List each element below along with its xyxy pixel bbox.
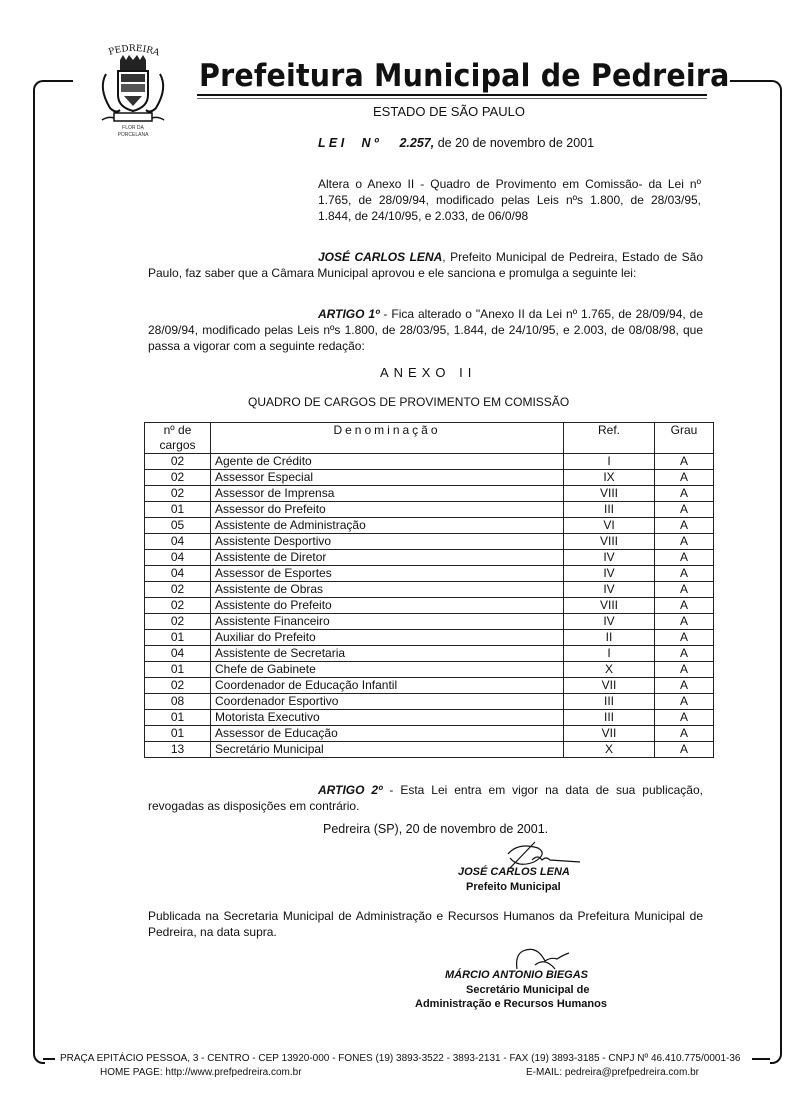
cell-ref: VI (564, 518, 655, 534)
annex-subtitle: QUADRO DE CARGOS DE PROVIMENTO EM COMISSÃO (248, 395, 570, 409)
preamble-paragraph (148, 249, 703, 281)
table-row (145, 550, 714, 566)
cell-name: Chefe de Gabinete (211, 662, 564, 678)
table-row (145, 486, 714, 502)
signer-2-name: MÁRCIO ANTONIO BIEGAS (445, 969, 589, 981)
cell-name: Assistente Financeiro (211, 614, 564, 630)
title-underline-thin (197, 98, 707, 99)
cell-ref: X (564, 662, 655, 678)
annex-title: ANEXO II (380, 365, 477, 380)
cell-quantity: 02 (145, 614, 211, 630)
frame-border-top-left (43, 80, 73, 82)
cell-grade: A (655, 566, 714, 582)
cell-name: Assistente do Prefeito (211, 598, 564, 614)
table-row (145, 678, 714, 694)
cell-grade: A (655, 630, 714, 646)
page-title: Prefeitura Municipal de Pedreira (199, 58, 730, 94)
frame-border-right (770, 80, 782, 1064)
law-number: 2.257, (399, 136, 435, 150)
frame-border-bottom-right (752, 1058, 770, 1060)
table-row (145, 534, 714, 550)
law-heading (318, 136, 594, 150)
mayor-name: JOSÉ CARLOS LENA (318, 250, 443, 264)
cell-grade: A (655, 470, 714, 486)
title-underline (197, 94, 707, 96)
cell-quantity: 02 (145, 470, 211, 486)
table-row (145, 694, 714, 710)
cell-quantity: 02 (145, 454, 211, 470)
cell-ref: VIII (564, 598, 655, 614)
cell-grade: A (655, 486, 714, 502)
cell-name: Assessor Especial (211, 470, 564, 486)
article-1-paragraph (148, 306, 703, 354)
column-header-quantity: nº de cargos (145, 423, 211, 454)
state-subtitle: ESTADO DE SÃO PAULO (373, 104, 525, 119)
cell-quantity: 05 (145, 518, 211, 534)
coat-of-arms-icon (92, 40, 174, 140)
svg-text:PORCELANA: PORCELANA (117, 132, 149, 138)
table-row (145, 582, 714, 598)
signer-2-role-line1: Secretário Municipal de (466, 984, 590, 996)
cell-quantity: 04 (145, 566, 211, 582)
cell-ref: II (564, 630, 655, 646)
table-row (145, 630, 714, 646)
cell-quantity: 04 (145, 646, 211, 662)
cell-grade: A (655, 454, 714, 470)
cell-name: Assistente de Obras (211, 582, 564, 598)
table-header-row (145, 423, 714, 454)
cell-name: Assessor de Imprensa (211, 486, 564, 502)
cell-grade: A (655, 534, 714, 550)
signer-1-name: JOSÉ CARLOS LENA (458, 866, 570, 878)
cell-grade: A (655, 598, 714, 614)
cell-name: Assistente Desportivo (211, 534, 564, 550)
cell-quantity: 01 (145, 662, 211, 678)
publication-note: Publicada na Secretaria Municipal de Administração e Recursos Humanos da Prefeitura Municipal de Pedreira, na data supra. (148, 909, 703, 939)
footer-homepage[interactable]: HOME PAGE: http://www.prefpedreira.com.br (100, 1067, 302, 1078)
cell-quantity: 02 (145, 486, 211, 502)
cell-quantity: 04 (145, 534, 211, 550)
cell-name: Auxiliar do Prefeito (211, 630, 564, 646)
cell-name: Assistente de Secretaria (211, 646, 564, 662)
place-date: Pedreira (SP), 20 de novembro de 2001. (323, 822, 549, 836)
cell-name: Assistente de Administração (211, 518, 564, 534)
signer-1-role: Prefeito Municipal (466, 881, 561, 893)
cell-ref: IV (564, 582, 655, 598)
cell-name: Assessor de Educação (211, 726, 564, 742)
cell-grade: A (655, 694, 714, 710)
table-row (145, 710, 714, 726)
footer-email[interactable]: E-MAIL: pedreira@prefpedreira.com.br (526, 1067, 699, 1078)
cell-quantity: 01 (145, 630, 211, 646)
cell-grade: A (655, 502, 714, 518)
cell-grade: A (655, 614, 714, 630)
cell-ref: III (564, 694, 655, 710)
cell-quantity: 01 (145, 502, 211, 518)
law-summary: Altera o Anexo II - Quadro de Provimento em Comissão- da Lei nº 1.765, de 28/09/94, modificado pelas Leis nºs 1.800, de 28/03/95, 1.844, de 24/10/95, e 2.033, de 06/0/98 (318, 177, 701, 223)
table-row (145, 566, 714, 582)
cell-name: Assessor do Prefeito (211, 502, 564, 518)
cell-ref: VIII (564, 486, 655, 502)
cell-grade: A (655, 742, 714, 758)
column-header-ref: Ref. (564, 423, 655, 454)
cell-name: Assessor de Esportes (211, 566, 564, 582)
cell-grade: A (655, 518, 714, 534)
cell-ref: I (564, 646, 655, 662)
svg-text:PEDREIRA: PEDREIRA (107, 43, 161, 59)
cell-grade: A (655, 550, 714, 566)
table-row (145, 742, 714, 758)
cell-quantity: 02 (145, 678, 211, 694)
cell-name: Assistente de Diretor (211, 550, 564, 566)
cell-quantity: 13 (145, 742, 211, 758)
cell-name: Agente de Crédito (211, 454, 564, 470)
cell-name: Coordenador de Educação Infantil (211, 678, 564, 694)
signature-secretary-icon (505, 945, 585, 970)
preamble-text: , Prefeito Municipal de Pedreira, Estado de São Paulo, faz saber que a Câmara Municipal aprovou e ele sanciona e promulga a seguinte lei: (148, 250, 703, 280)
table-row (145, 518, 714, 534)
cell-name: Secretário Municipal (211, 742, 564, 758)
article-2-text: - Esta Lei entra em vigor na data de sua publicação, revogadas as disposições em contrário. (148, 783, 703, 813)
table-row (145, 502, 714, 518)
table-row (145, 662, 714, 678)
cell-ref: X (564, 742, 655, 758)
cell-grade: A (655, 582, 714, 598)
cell-quantity: 02 (145, 582, 211, 598)
column-header-name: Denominação (211, 423, 564, 454)
column-header-grade: Grau (655, 423, 714, 454)
table-row (145, 646, 714, 662)
article-1-text: - Fica alterado o "Anexo II da Lei nº 1.765, de 28/09/94, de 28/09/94, modificado pelas Leis nºs 1.800, de 28/03/95, 1.844, de 24/10/95, e 2.003, de 08/08/98, que passa a vigorar com a seguinte redação: (148, 307, 703, 353)
cell-quantity: 01 (145, 726, 211, 742)
cell-ref: VII (564, 726, 655, 742)
signer-2-role-line2: Administração e Recursos Humanos (415, 998, 607, 1010)
table-row (145, 598, 714, 614)
cell-name: Motorista Executivo (211, 710, 564, 726)
cell-ref: IX (564, 470, 655, 486)
cell-ref: IV (564, 550, 655, 566)
article-2-paragraph (148, 782, 703, 814)
cell-quantity: 08 (145, 694, 211, 710)
cell-quantity: 04 (145, 550, 211, 566)
frame-border-top-right (730, 80, 770, 82)
cell-ref: VII (564, 678, 655, 694)
cell-grade: A (655, 678, 714, 694)
positions-table (144, 422, 714, 758)
cell-grade: A (655, 646, 714, 662)
cell-ref: IV (564, 566, 655, 582)
table-row (145, 614, 714, 630)
footer-address: PRAÇA EPITÁCIO PESSOA, 3 - CENTRO - CEP 13920-000 - FONES (19) 3893-3522 - 3893-2131 - FAX (19) 3893-3185 - CNPJ Nº 46.410.775/0001-36 (60, 1053, 741, 1064)
cell-ref: I (564, 454, 655, 470)
cell-grade: A (655, 726, 714, 742)
cell-ref: VIII (564, 534, 655, 550)
cell-ref: III (564, 502, 655, 518)
law-label: L E I (318, 136, 345, 150)
article-2-label: ARTIGO 2º (318, 783, 383, 797)
cell-name: Coordenador Esportivo (211, 694, 564, 710)
svg-text:FLOR DA: FLOR DA (122, 125, 144, 131)
law-number-label: N º (361, 136, 379, 150)
law-date: de 20 de novembro de 2001 (434, 136, 595, 150)
article-1-label: ARTIGO 1º (318, 307, 380, 321)
frame-border-bottom-left (43, 1058, 55, 1060)
cell-grade: A (655, 662, 714, 678)
table-row (145, 726, 714, 742)
table-row (145, 454, 714, 470)
cell-grade: A (655, 710, 714, 726)
cell-quantity: 02 (145, 598, 211, 614)
frame-border-left (33, 80, 45, 1064)
cell-ref: IV (564, 614, 655, 630)
cell-quantity: 01 (145, 710, 211, 726)
table-row (145, 470, 714, 486)
cell-ref: III (564, 710, 655, 726)
